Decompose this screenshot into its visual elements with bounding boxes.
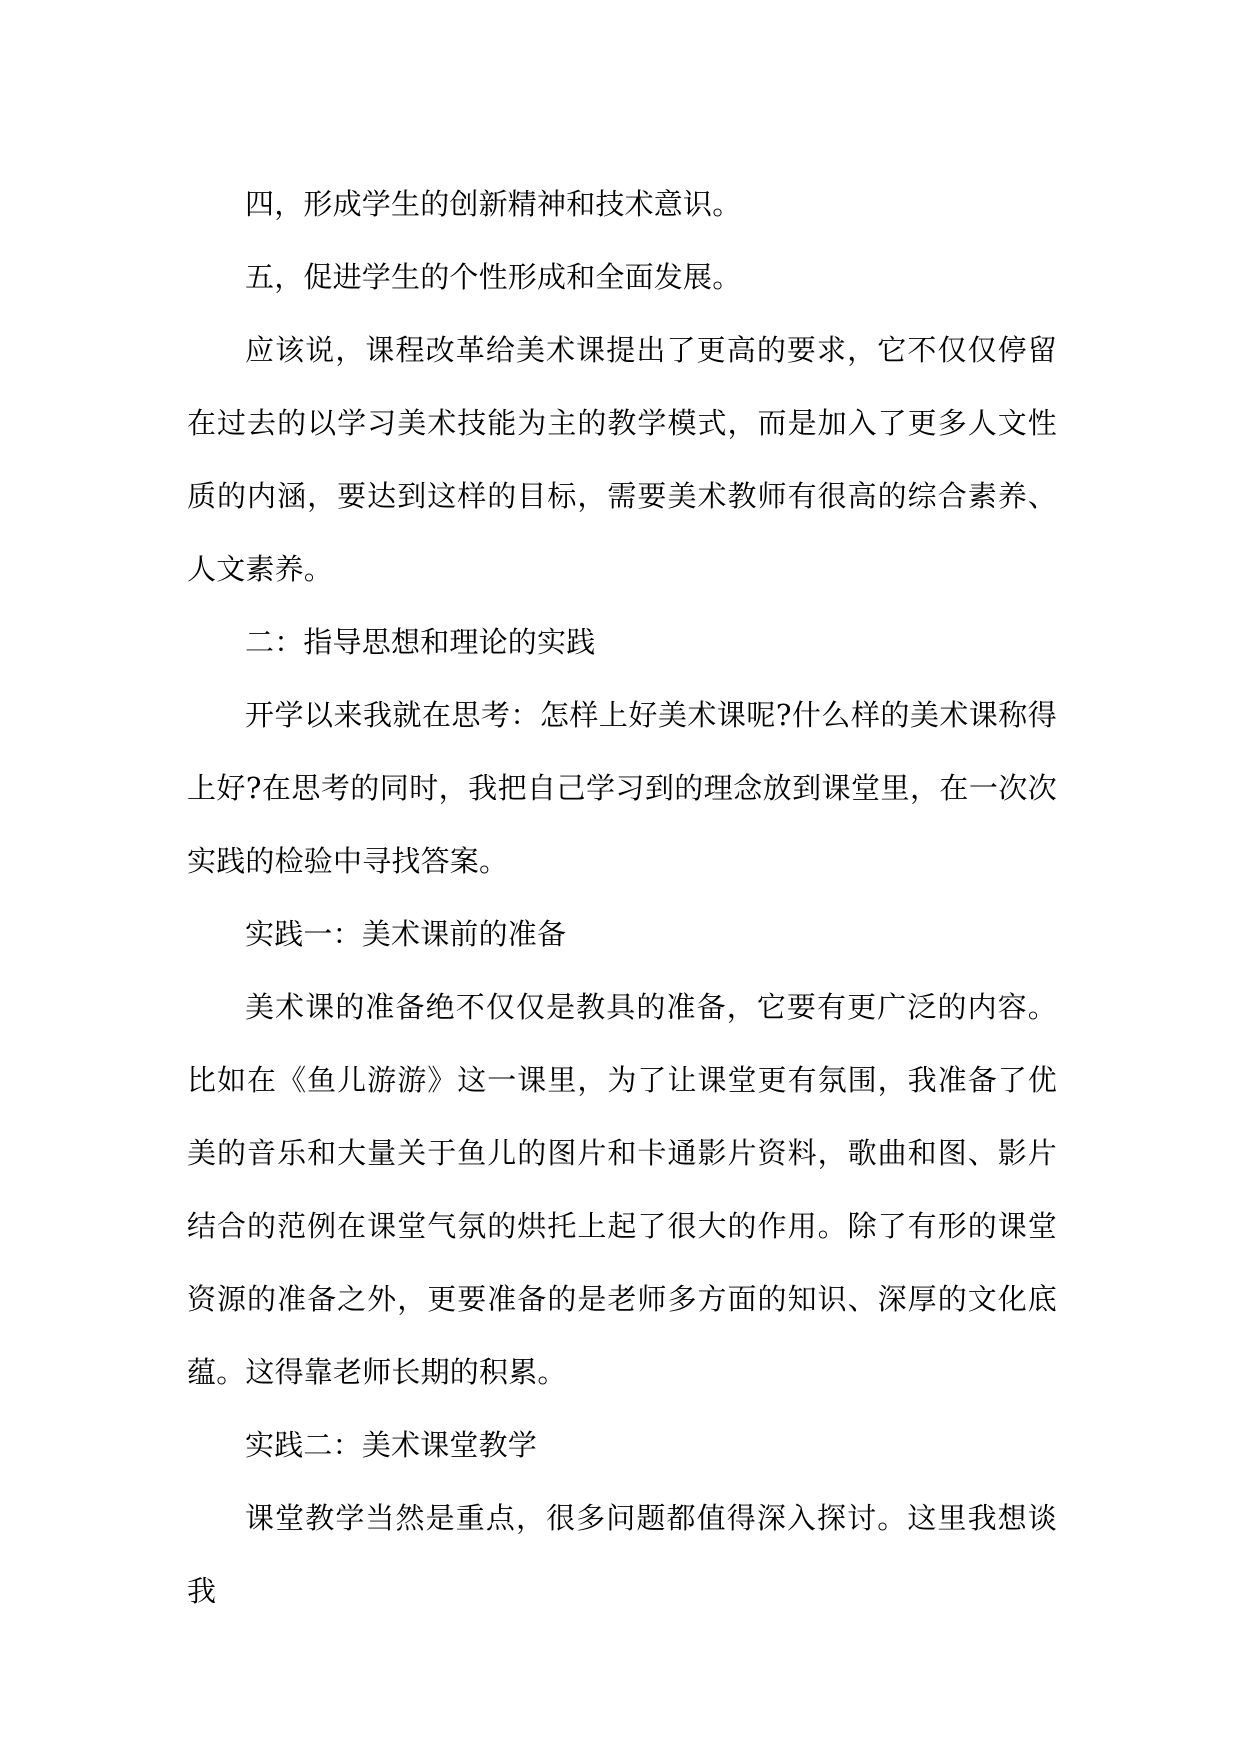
paragraph-thinking: 开学以来我就在思考：怎样上好美术课呢?什么样的美术课称得上好?在思考的同时，我把自己学习到的理念放到课堂里，在一次次实践的检验中寻找答案。 [187, 698, 1057, 878]
paragraph-classroom-teaching: 课堂教学当然是重点，很多问题都值得深入探讨。这里我想谈我 [187, 1501, 1057, 1608]
paragraph-point-five: 五，促进学生的个性形成和全面发展。 [245, 260, 742, 294]
paragraph-preparation: 美术课的准备绝不仅仅是教具的准备，它要有更广泛的内容。比如在《鱼儿游游》这一课里，为了让课堂更有氛围，我准备了优美的音乐和大量关于鱼儿的图片和卡通影片资料，歌曲和图、影片结合的范例在课堂气氛的烘托上起了很大的作用。除了有形的课堂资源的准备之外，更要准备的是老师多方面的知识、深厚的文化底蕴。这得靠老师长期的积累。 [187, 990, 1057, 1389]
paragraph-curriculum-reform: 应该说，课程改革给美术课提出了更高的要求，它不仅仅停留在过去的以学习美术技能为主的教学模式，而是加入了更多人文性质的内涵，要达到这样的目标，需要美术教师有很高的综合素养、人文素养。 [187, 333, 1057, 586]
section-heading-guiding-ideas: 二：指导思想和理论的实践 [245, 625, 596, 659]
document-body [187, 168, 1057, 1628]
paragraph-point-four: 四，形成学生的创新精神和技术意识。 [245, 187, 742, 221]
section-heading-practice-one: 实践一：美术课前的准备 [245, 917, 567, 951]
section-heading-practice-two: 实践二：美术课堂教学 [245, 1428, 538, 1462]
